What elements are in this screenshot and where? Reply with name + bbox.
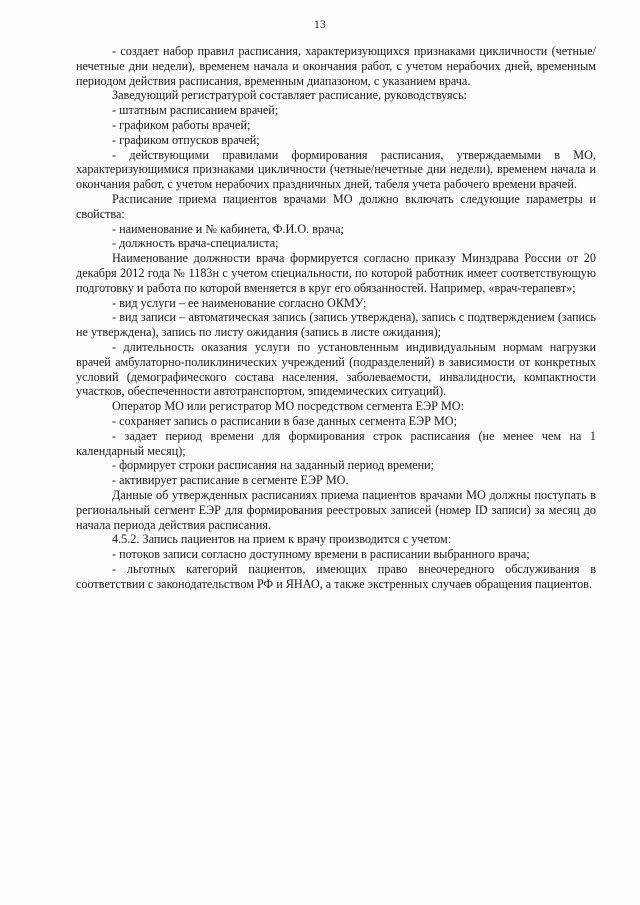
paragraph: Заведующий регистратурой составляет расписание, руководствуясь: — [112, 88, 467, 103]
page-number: 13 — [313, 19, 327, 31]
list-item: - сохраняет запись о расписании в базе данных сегмента ЕЭР МО; — [112, 413, 457, 428]
list-item: - действующими правилами формирования расписания, утверждаемыми в МО, характеризующимися признаками цикличности (четные/нечетные дни недели), временем начала и окончания работ, с учетом нерабочих праздничных дней, табеля учета рабочего времени врачей. — [76, 147, 596, 192]
list-item: - формирует строки расписания на заданный период времени; — [112, 458, 435, 473]
list-item: - наименование и № кабинета, Ф.И.О. врача; — [112, 221, 344, 236]
paragraph: Расписание приема пациентов врачами МО должно включать следующие параметры и свойства: — [76, 191, 596, 221]
section-paragraph: 4.5.2. Запись пациентов на прием к врачу производится с учетом: — [112, 532, 452, 547]
list-item: - задает период времени для формирования строк расписания (не менее чем на 1 календарный месяц); — [76, 428, 596, 458]
list-item: - графиком отпусков врачей; — [112, 132, 260, 147]
list-item: - должность врача-специалиста; — [112, 236, 279, 251]
document-body — [76, 44, 596, 591]
list-item: - потоков записи согласно доступному времени в расписании выбранного врача; — [112, 547, 530, 562]
list-item: - вид услуги – ее наименование согласно ОКМУ; — [112, 295, 367, 310]
paragraph: Наименование должности врача формируется согласно приказу Минздрава России от 20 декабря 2012 года № 1183н с учетом специальности, по которой работник имеет соответствующую подготовку и работа по которой вменяется в круг его обязанностей. Например, «врач-терапевт»; — [76, 251, 596, 295]
paragraph: - создает набор правил расписания, характеризующихся признаками цикличности (четные/нечетные дни недели), временем начала и окончания работ, с учетом нерабочих дней, временным периодом действия расписания, временным диапазоном, с указанием врача. — [76, 44, 596, 88]
list-item: - льготных категорий пациентов, имеющих право внеочередного обслуживания в соответствии с законодательством РФ и ЯНАО, а также экстренных случаев обращения пациентов. — [76, 561, 596, 591]
paragraph: Оператор МО или регистратор МО посредством сегмента ЕЭР МО: — [112, 399, 464, 414]
list-item: - длительность оказания услуги по установленным индивидуальным нормам нагрузки врачей амбулаторно-поликлинических учреждений (подразделений) в зависимости от конкретных условий (демографического состава населения, заболеваемости, инвалидности, компактности участков, обеспеченности автотранспортом, эпидемических ситуаций). — [76, 339, 596, 399]
list-item: - штатным расписанием врачей; — [112, 103, 279, 118]
list-item: - графиком работы врачей; — [112, 117, 251, 132]
list-item: - активирует расписание в сегменте ЕЭР МО. — [112, 473, 349, 488]
paragraph: Данные об утвержденных расписаниях приема пациентов врачами МО должны поступать в региональный сегмент ЕЭР для формирования реестровых записей (номер ID записи) за месяц до начала периода действия расписания. — [76, 487, 596, 532]
list-item: - вид записи – автоматическая запись (запись утверждена), запись с подтверждением (запись не утверждена), запись по листу ожидания (запись в листе ожидания); — [76, 310, 596, 340]
